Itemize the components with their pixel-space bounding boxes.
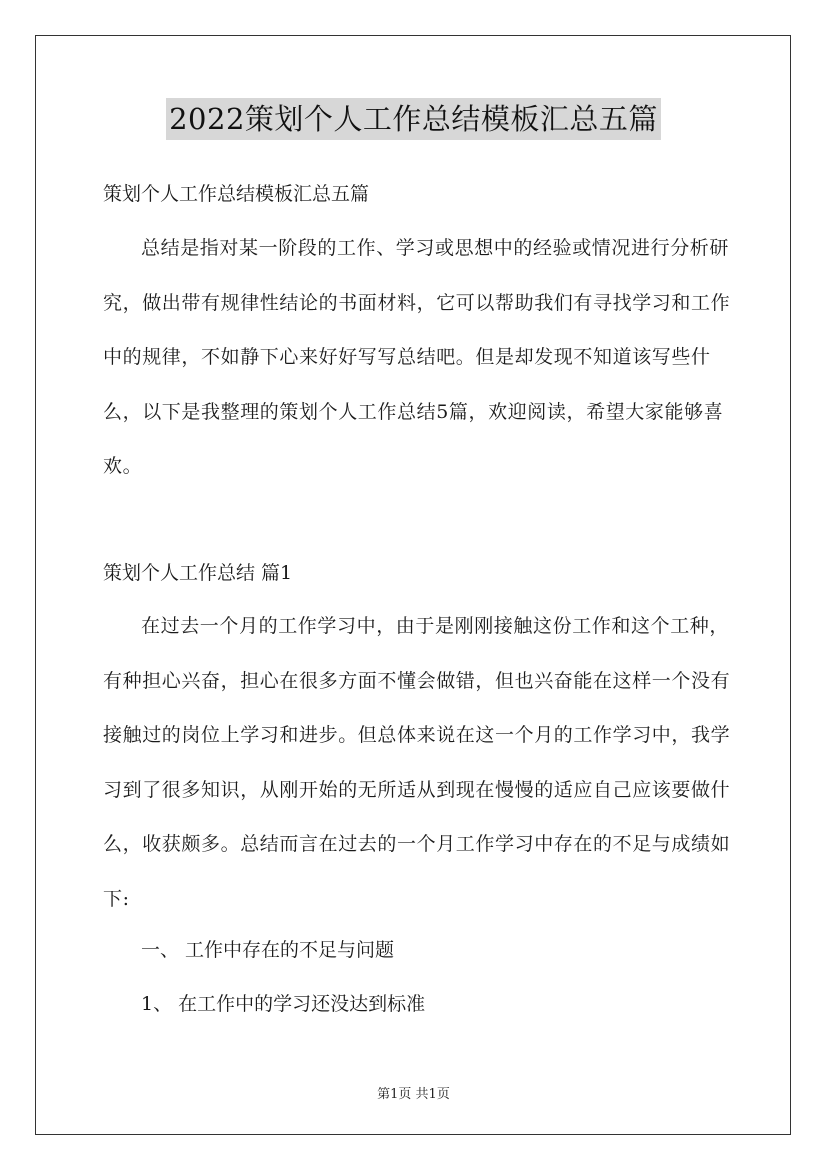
document-subtitle: 策划个人工作总结模板汇总五篇	[103, 183, 370, 205]
document-title: 2022策划个人工作总结模板汇总五篇	[166, 98, 661, 140]
title-container	[0, 98, 827, 140]
list-item-problems: 一、 工作中存在的不足与问题	[141, 939, 395, 961]
page-footer: 第1页 共1页	[377, 1087, 450, 1102]
section-paragraph: 在过去一个月的工作学习中，由于是刚刚接触这份工作和这个工种，有种担心兴奋，担心在很多方面不懂会做错，但也兴奋能在这样一个没有接触过的岗位上学习和进步。但总体来说在这一个月的工作学习中，我学习到了很多知识，从刚开始的无所适从到现在慢慢的适应自己应该要做什么，收获颇多。总结而言在过去的一个月工作学习中存在的不足与成绩如下:	[103, 615, 731, 910]
section-heading: 策划个人工作总结 篇1	[103, 562, 293, 584]
list-item-study: 1、 在工作中的学习还没达到标准	[141, 993, 426, 1015]
intro-paragraph: 总结是指对某一阶段的工作、学习或思想中的经验或情况进行分析研究，做出带有规律性结论的书面材料，它可以帮助我们有寻找学习和工作中的规律，不如静下心来好好写写总结吧。但是却发现不知道该写些什么，以下是我整理的策划个人工作总结5篇，欢迎阅读，希望大家能够喜欢。	[103, 237, 731, 477]
